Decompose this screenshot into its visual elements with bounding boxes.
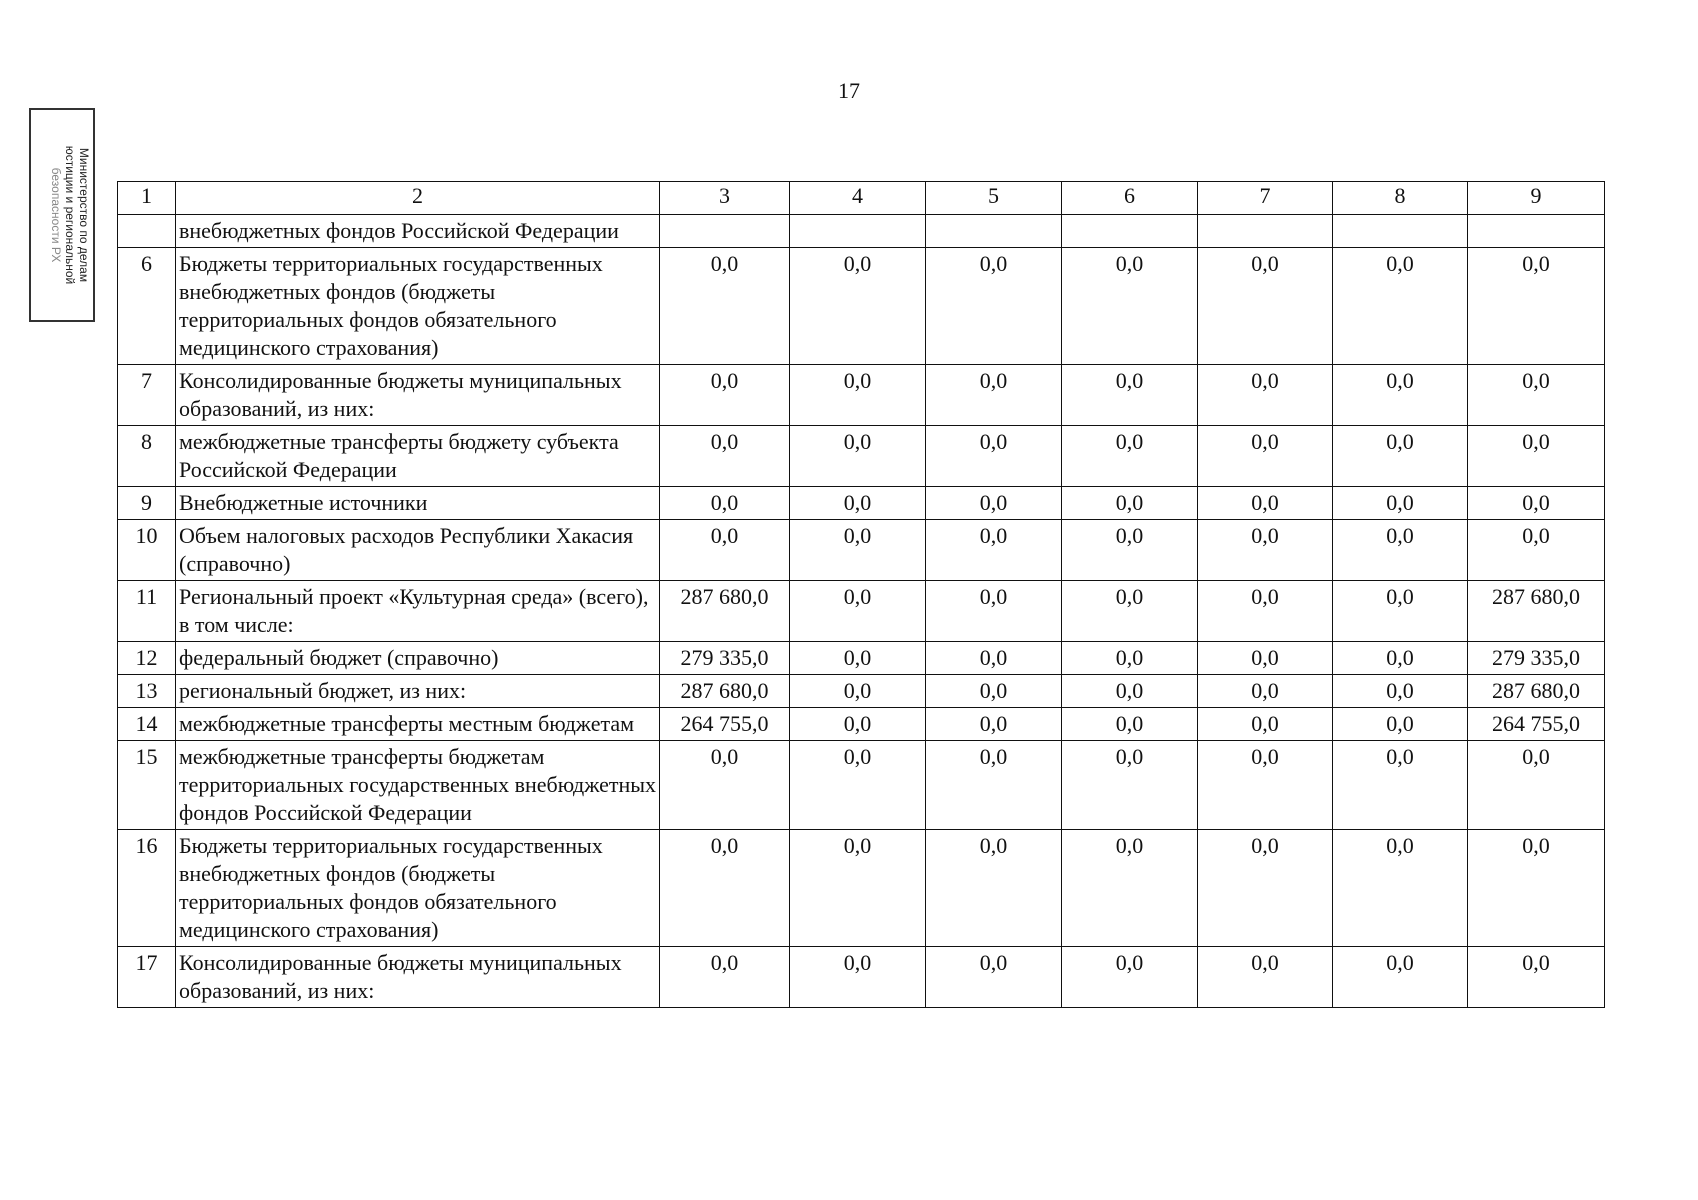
row-number	[118, 215, 176, 248]
row-number: 8	[118, 426, 176, 487]
column-header-8: 8	[1333, 182, 1468, 215]
value-cell-col-8: 0,0	[1333, 520, 1468, 581]
value-cell-col-8: 0,0	[1333, 487, 1468, 520]
value-cell-col-9: 0,0	[1468, 520, 1605, 581]
row-name: Региональный проект «Культурная среда» (всего), в том числе:	[176, 581, 660, 642]
registration-stamp	[29, 108, 95, 322]
row-number: 7	[118, 365, 176, 426]
column-header-9: 9	[1468, 182, 1605, 215]
row-name: федеральный бюджет (справочно)	[176, 642, 660, 675]
value-cell-col-4: 0,0	[790, 741, 926, 830]
column-header-2: 2	[176, 182, 660, 215]
table-row	[118, 581, 1605, 642]
value-cell-col-5: 0,0	[926, 581, 1062, 642]
value-cell-col-4: 0,0	[790, 365, 926, 426]
value-cell-col-4: 0,0	[790, 581, 926, 642]
row-name: региональный бюджет, из них:	[176, 675, 660, 708]
value-cell-col-5: 0,0	[926, 830, 1062, 947]
value-cell-col-5: 0,0	[926, 741, 1062, 830]
value-cell-col-3: 0,0	[660, 248, 790, 365]
page-number: 17	[838, 78, 860, 103]
row-number: 13	[118, 675, 176, 708]
value-cell-col-4: 0,0	[790, 830, 926, 947]
row-name: межбюджетные трансферты бюджету субъекта Российской Федерации	[176, 426, 660, 487]
value-cell-col-7: 0,0	[1198, 947, 1333, 1008]
value-cell-col-7: 0,0	[1198, 675, 1333, 708]
value-cell-col-3: 0,0	[660, 947, 790, 1008]
value-cell-col-8: 0,0	[1333, 675, 1468, 708]
row-number: 6	[118, 248, 176, 365]
value-cell-col-6: 0,0	[1062, 642, 1198, 675]
table-row	[118, 741, 1605, 830]
table-row	[118, 215, 1605, 248]
value-cell-col-9: 279 335,0	[1468, 642, 1605, 675]
value-cell-col-8: 0,0	[1333, 741, 1468, 830]
value-cell-col-6: 0,0	[1062, 520, 1198, 581]
stamp-line: безопасности РХ	[49, 167, 63, 263]
value-cell-col-5: 0,0	[926, 642, 1062, 675]
value-cell-col-7: 0,0	[1198, 830, 1333, 947]
value-cell-col-3: 264 755,0	[660, 708, 790, 741]
row-number: 15	[118, 741, 176, 830]
value-cell-col-5: 0,0	[926, 520, 1062, 581]
column-header-3: 3	[660, 182, 790, 215]
table-row	[118, 675, 1605, 708]
value-cell-col-4: 0,0	[790, 675, 926, 708]
table-row	[118, 365, 1605, 426]
value-cell-col-9: 0,0	[1468, 365, 1605, 426]
value-cell-col-9: 0,0	[1468, 830, 1605, 947]
value-cell-col-5: 0,0	[926, 947, 1062, 1008]
row-name: Консолидированные бюджеты муниципальных образований, из них:	[176, 947, 660, 1008]
value-cell-col-7	[1198, 215, 1333, 248]
value-cell-col-8: 0,0	[1333, 581, 1468, 642]
table-header-row	[118, 182, 1605, 215]
value-cell-col-6: 0,0	[1062, 741, 1198, 830]
value-cell-col-3: 0,0	[660, 520, 790, 581]
value-cell-col-9: 0,0	[1468, 426, 1605, 487]
value-cell-col-9: 0,0	[1468, 741, 1605, 830]
value-cell-col-8: 0,0	[1333, 248, 1468, 365]
value-cell-col-5: 0,0	[926, 487, 1062, 520]
stamp-line: юстиции и региональной	[63, 145, 77, 285]
row-number: 12	[118, 642, 176, 675]
value-cell-col-3: 287 680,0	[660, 581, 790, 642]
value-cell-col-3: 287 680,0	[660, 675, 790, 708]
value-cell-col-9: 0,0	[1468, 248, 1605, 365]
value-cell-col-8: 0,0	[1333, 830, 1468, 947]
budget-table	[117, 181, 1605, 1008]
value-cell-col-8: 0,0	[1333, 365, 1468, 426]
value-cell-col-7: 0,0	[1198, 248, 1333, 365]
value-cell-col-4: 0,0	[790, 708, 926, 741]
column-header-4: 4	[790, 182, 926, 215]
value-cell-col-4: 0,0	[790, 487, 926, 520]
value-cell-col-8	[1333, 215, 1468, 248]
stamp-line: Министерство по делам	[77, 147, 91, 283]
value-cell-col-3: 0,0	[660, 365, 790, 426]
value-cell-col-5: 0,0	[926, 365, 1062, 426]
value-cell-col-7: 0,0	[1198, 426, 1333, 487]
value-cell-col-5: 0,0	[926, 426, 1062, 487]
value-cell-col-4	[790, 215, 926, 248]
table-row	[118, 642, 1605, 675]
row-name: Объем налоговых расходов Республики Хакасия (справочно)	[176, 520, 660, 581]
row-name: Консолидированные бюджеты муниципальных образований, из них:	[176, 365, 660, 426]
column-header-7: 7	[1198, 182, 1333, 215]
value-cell-col-7: 0,0	[1198, 581, 1333, 642]
value-cell-col-6: 0,0	[1062, 581, 1198, 642]
value-cell-col-9: 0,0	[1468, 947, 1605, 1008]
table-row	[118, 520, 1605, 581]
table-row	[118, 426, 1605, 487]
value-cell-col-7: 0,0	[1198, 520, 1333, 581]
value-cell-col-3: 0,0	[660, 741, 790, 830]
table-row	[118, 487, 1605, 520]
value-cell-col-9: 0,0	[1468, 487, 1605, 520]
value-cell-col-6: 0,0	[1062, 248, 1198, 365]
value-cell-col-5: 0,0	[926, 708, 1062, 741]
value-cell-col-3: 0,0	[660, 426, 790, 487]
value-cell-col-9: 264 755,0	[1468, 708, 1605, 741]
value-cell-col-3: 279 335,0	[660, 642, 790, 675]
value-cell-col-4: 0,0	[790, 520, 926, 581]
table-row	[118, 947, 1605, 1008]
value-cell-col-4: 0,0	[790, 947, 926, 1008]
table-row	[118, 708, 1605, 741]
value-cell-col-5: 0,0	[926, 675, 1062, 708]
value-cell-col-3	[660, 215, 790, 248]
row-name: внебюджетных фондов Российской Федерации	[176, 215, 660, 248]
stamp-text	[33, 112, 91, 318]
value-cell-col-7: 0,0	[1198, 708, 1333, 741]
value-cell-col-7: 0,0	[1198, 365, 1333, 426]
value-cell-col-4: 0,0	[790, 248, 926, 365]
value-cell-col-6: 0,0	[1062, 830, 1198, 947]
row-name: межбюджетные трансферты местным бюджетам	[176, 708, 660, 741]
value-cell-col-3: 0,0	[660, 487, 790, 520]
row-number: 11	[118, 581, 176, 642]
value-cell-col-8: 0,0	[1333, 708, 1468, 741]
value-cell-col-6: 0,0	[1062, 675, 1198, 708]
value-cell-col-6: 0,0	[1062, 708, 1198, 741]
row-name: межбюджетные трансферты бюджетам территориальных государственных внебюджетных фондов Российской Федерации	[176, 741, 660, 830]
value-cell-col-9: 287 680,0	[1468, 581, 1605, 642]
column-header-6: 6	[1062, 182, 1198, 215]
value-cell-col-3: 0,0	[660, 830, 790, 947]
row-name: Бюджеты территориальных государственных внебюджетных фондов (бюджеты территориальных фондов обязательного медицинского страхования)	[176, 830, 660, 947]
row-number: 9	[118, 487, 176, 520]
column-header-5: 5	[926, 182, 1062, 215]
table-row	[118, 248, 1605, 365]
row-number: 14	[118, 708, 176, 741]
value-cell-col-6	[1062, 215, 1198, 248]
row-name: Внебюджетные источники	[176, 487, 660, 520]
value-cell-col-7: 0,0	[1198, 741, 1333, 830]
value-cell-col-7: 0,0	[1198, 642, 1333, 675]
row-number: 10	[118, 520, 176, 581]
value-cell-col-6: 0,0	[1062, 426, 1198, 487]
value-cell-col-9: 287 680,0	[1468, 675, 1605, 708]
value-cell-col-6: 0,0	[1062, 365, 1198, 426]
value-cell-col-8: 0,0	[1333, 426, 1468, 487]
value-cell-col-5	[926, 215, 1062, 248]
row-number: 16	[118, 830, 176, 947]
value-cell-col-4: 0,0	[790, 426, 926, 487]
row-name: Бюджеты территориальных государственных внебюджетных фондов (бюджеты территориальных фондов обязательного медицинского страхования)	[176, 248, 660, 365]
value-cell-col-4: 0,0	[790, 642, 926, 675]
value-cell-col-8: 0,0	[1333, 642, 1468, 675]
value-cell-col-7: 0,0	[1198, 487, 1333, 520]
value-cell-col-6: 0,0	[1062, 487, 1198, 520]
column-header-1: 1	[118, 182, 176, 215]
table-row	[118, 830, 1605, 947]
row-number: 17	[118, 947, 176, 1008]
value-cell-col-8: 0,0	[1333, 947, 1468, 1008]
value-cell-col-6: 0,0	[1062, 947, 1198, 1008]
value-cell-col-5: 0,0	[926, 248, 1062, 365]
value-cell-col-9	[1468, 215, 1605, 248]
